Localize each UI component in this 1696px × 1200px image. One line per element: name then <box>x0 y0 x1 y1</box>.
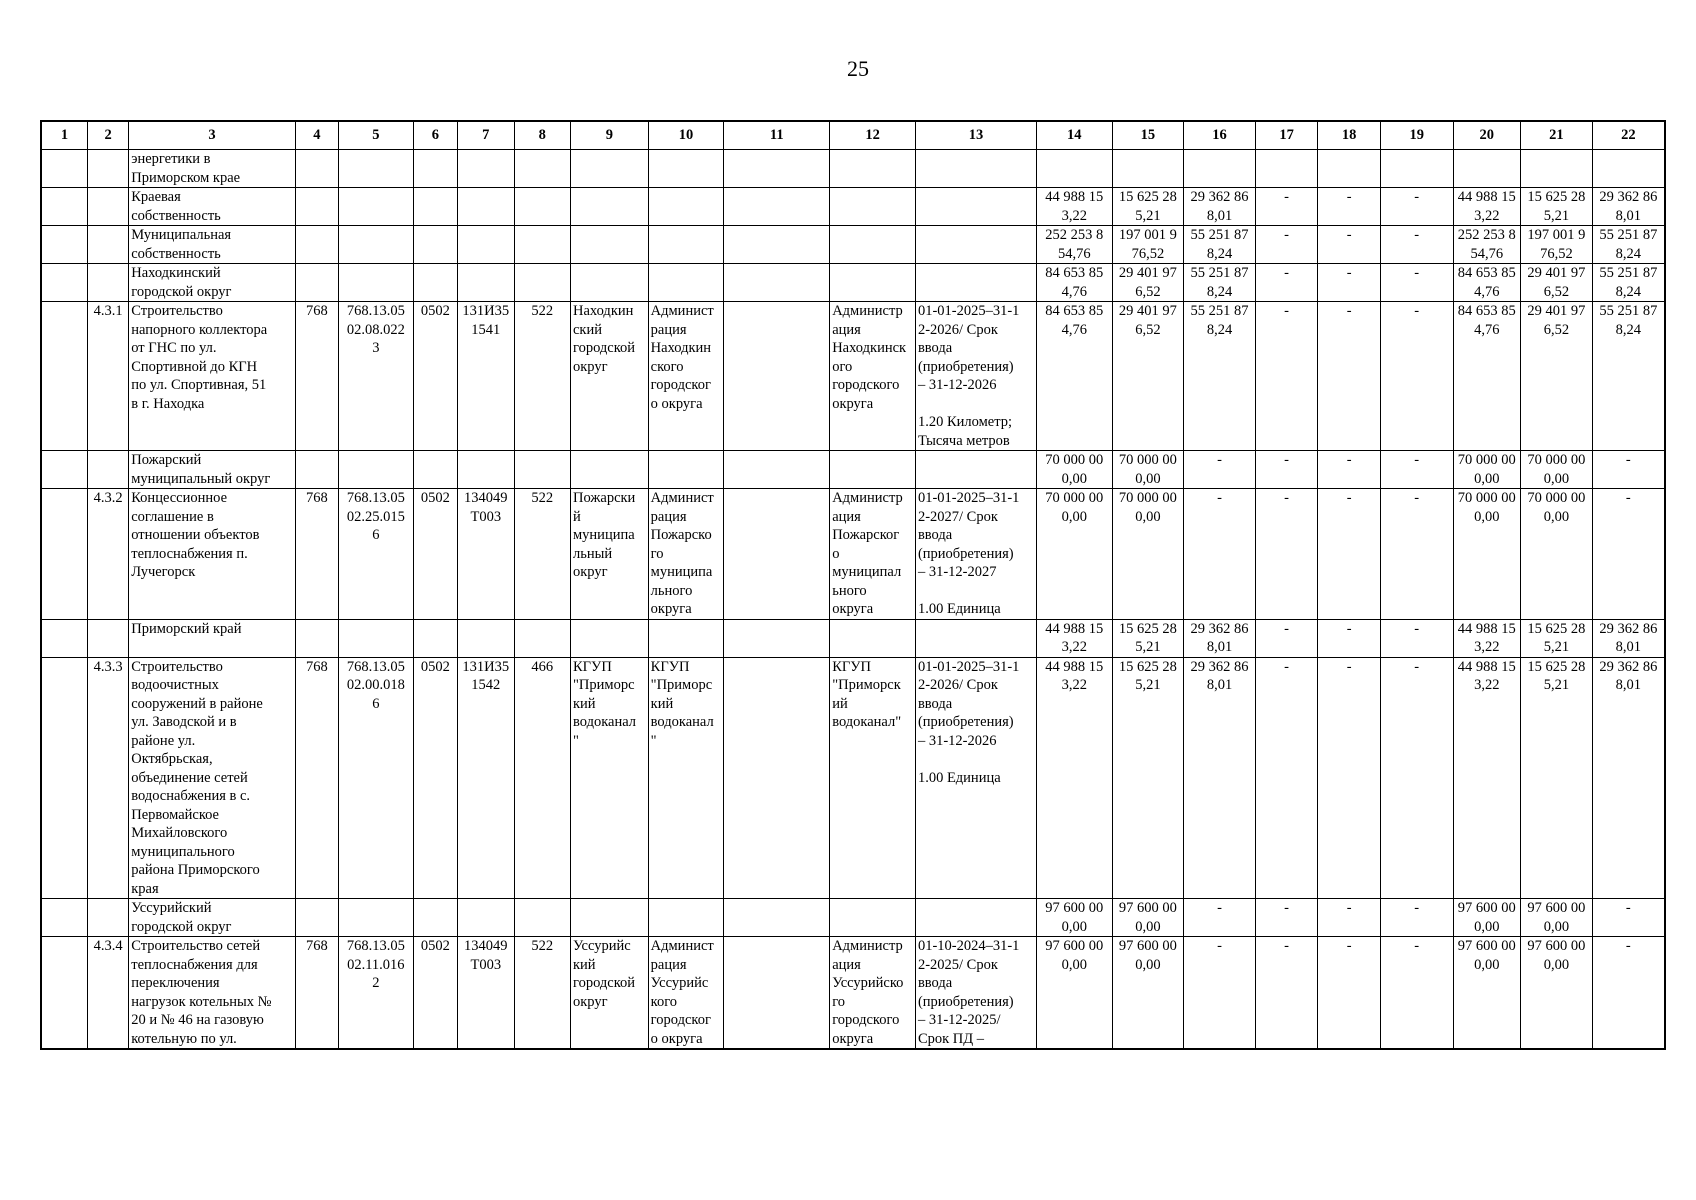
table-cell-col-10 <box>648 264 724 302</box>
table-cell-col-21 <box>1521 150 1593 188</box>
table-cell-col-9 <box>571 226 649 264</box>
table-row <box>41 899 1665 937</box>
table-cell-col-17: - <box>1255 937 1318 1050</box>
table-cell-col-10: КГУП "Приморс кий водоканал " <box>648 657 724 899</box>
table-cell-col-13 <box>915 188 1036 226</box>
table-cell-col-13 <box>915 619 1036 657</box>
table-row <box>41 226 1665 264</box>
table-cell-col-4: 768 <box>295 657 338 899</box>
table-cell-col-17: - <box>1255 264 1318 302</box>
table-cell-col-4 <box>295 226 338 264</box>
table-row <box>41 937 1665 1050</box>
table-cell-col-5 <box>339 899 414 937</box>
table-cell-col-21: 15 625 28 5,21 <box>1521 619 1593 657</box>
table-cell-col-2 <box>87 150 128 188</box>
table-cell-col-14: 84 653 85 4,76 <box>1036 264 1112 302</box>
table-cell-col-21: 15 625 28 5,21 <box>1521 657 1593 899</box>
table-cell-col-14: 252 253 8 54,76 <box>1036 226 1112 264</box>
table-cell-col-8 <box>514 226 570 264</box>
table-cell-col-4: 768 <box>295 937 338 1050</box>
table-cell-col-14: 97 600 00 0,00 <box>1036 937 1112 1050</box>
table-cell-col-15: 70 000 00 0,00 <box>1112 451 1184 489</box>
table-cell-col-5: 768.13.05 02.25.015 6 <box>339 489 414 620</box>
table-cell-col-21: 70 000 00 0,00 <box>1521 451 1593 489</box>
table-cell-col-7 <box>458 188 514 226</box>
table-cell-col-15: 15 625 28 5,21 <box>1112 188 1184 226</box>
table-cell-col-18: - <box>1318 188 1381 226</box>
table-cell-col-14: 70 000 00 0,00 <box>1036 489 1112 620</box>
table-cell-col-16: 29 362 86 8,01 <box>1184 657 1256 899</box>
table-cell-col-3: энергетики в Приморском крае <box>129 150 295 188</box>
table-cell-col-1 <box>41 451 87 489</box>
table-cell-col-13: 01-01-2025–31-1 2-2027/ Срок ввода (приобретения) – 31-12-2027 1.00 Единица <box>915 489 1036 620</box>
table-cell-col-18: - <box>1318 937 1381 1050</box>
column-header-16: 16 <box>1184 121 1256 150</box>
table-cell-col-17: - <box>1255 657 1318 899</box>
table-cell-col-7: 131И35 1542 <box>458 657 514 899</box>
table-cell-col-12: Администр ация Находкинск ого городского округа <box>830 302 916 451</box>
table-cell-col-16: - <box>1184 489 1256 620</box>
table-cell-col-3: Краевая собственность <box>129 188 295 226</box>
table-cell-col-20: 84 653 85 4,76 <box>1453 302 1521 451</box>
table-cell-col-7: 134049 Т003 <box>458 489 514 620</box>
table-cell-col-19: - <box>1380 937 1453 1050</box>
table-cell-col-16: 55 251 87 8,24 <box>1184 226 1256 264</box>
column-header-13: 13 <box>915 121 1036 150</box>
table-cell-col-12 <box>830 226 916 264</box>
table-cell-col-7 <box>458 899 514 937</box>
table-cell-col-20: 84 653 85 4,76 <box>1453 264 1521 302</box>
table-cell-col-1 <box>41 264 87 302</box>
table-cell-col-20: 97 600 00 0,00 <box>1453 899 1521 937</box>
column-header-6: 6 <box>413 121 457 150</box>
table-cell-col-16 <box>1184 150 1256 188</box>
table-cell-col-17: - <box>1255 302 1318 451</box>
table-cell-col-5 <box>339 188 414 226</box>
table-cell-col-16: 55 251 87 8,24 <box>1184 264 1256 302</box>
table-cell-col-21: 97 600 00 0,00 <box>1521 899 1593 937</box>
table-cell-col-1 <box>41 302 87 451</box>
table-cell-col-19: - <box>1380 489 1453 620</box>
table-cell-col-17: - <box>1255 451 1318 489</box>
budget-table <box>40 120 1666 1050</box>
table-cell-col-7 <box>458 451 514 489</box>
table-cell-col-21: 29 401 97 6,52 <box>1521 264 1593 302</box>
table-cell-col-19: - <box>1380 226 1453 264</box>
table-cell-col-13 <box>915 899 1036 937</box>
table-cell-col-21: 29 401 97 6,52 <box>1521 302 1593 451</box>
table-cell-col-13 <box>915 150 1036 188</box>
table-cell-col-4 <box>295 451 338 489</box>
table-cell-col-15: 97 600 00 0,00 <box>1112 937 1184 1050</box>
table-cell-col-6 <box>413 619 457 657</box>
column-header-19: 19 <box>1380 121 1453 150</box>
table-cell-col-6: 0502 <box>413 489 457 620</box>
table-row <box>41 489 1665 620</box>
table-cell-col-12 <box>830 619 916 657</box>
table-cell-col-7 <box>458 150 514 188</box>
table-cell-col-22: 29 362 86 8,01 <box>1592 657 1665 899</box>
table-cell-col-8 <box>514 150 570 188</box>
table-cell-col-21: 15 625 28 5,21 <box>1521 188 1593 226</box>
table-cell-col-14: 97 600 00 0,00 <box>1036 899 1112 937</box>
table-cell-col-15: 15 625 28 5,21 <box>1112 657 1184 899</box>
table-cell-col-18 <box>1318 150 1381 188</box>
table-cell-col-8 <box>514 619 570 657</box>
table-cell-col-10: Админист рация Находкин ского городског о округа <box>648 302 724 451</box>
table-cell-col-3: Находкинский городской округ <box>129 264 295 302</box>
table-cell-col-11 <box>724 657 830 899</box>
table-cell-col-16: - <box>1184 937 1256 1050</box>
table-cell-col-22: - <box>1592 489 1665 620</box>
table-cell-col-10 <box>648 188 724 226</box>
column-header-9: 9 <box>571 121 649 150</box>
table-cell-col-18: - <box>1318 657 1381 899</box>
table-cell-col-18: - <box>1318 226 1381 264</box>
table-cell-col-10 <box>648 619 724 657</box>
table-cell-col-12: Администр ация Уссурийско го городского округа <box>830 937 916 1050</box>
table-cell-col-16: - <box>1184 451 1256 489</box>
table-row <box>41 188 1665 226</box>
table-cell-col-15: 97 600 00 0,00 <box>1112 899 1184 937</box>
table-cell-col-19: - <box>1380 619 1453 657</box>
table-cell-col-2: 4.3.2 <box>87 489 128 620</box>
table-cell-col-10 <box>648 451 724 489</box>
table-cell-col-7: 131И35 1541 <box>458 302 514 451</box>
column-header-1: 1 <box>41 121 87 150</box>
table-cell-col-11 <box>724 226 830 264</box>
table-cell-col-5 <box>339 226 414 264</box>
table-cell-col-3: Строительство сетей теплоснабжения для переключения нагрузок котельных № 20 и № 46 на газовую котельную по ул. <box>129 937 295 1050</box>
table-cell-col-6 <box>413 264 457 302</box>
table-cell-col-10 <box>648 899 724 937</box>
table-cell-col-8: 522 <box>514 489 570 620</box>
table-cell-col-1 <box>41 899 87 937</box>
table-cell-col-20: 70 000 00 0,00 <box>1453 451 1521 489</box>
table-cell-col-5 <box>339 451 414 489</box>
table-cell-col-22: - <box>1592 451 1665 489</box>
table-cell-col-6 <box>413 188 457 226</box>
table-row <box>41 657 1665 899</box>
table-cell-col-18: - <box>1318 264 1381 302</box>
table-cell-col-7 <box>458 226 514 264</box>
table-cell-col-20: 44 988 15 3,22 <box>1453 657 1521 899</box>
table-cell-col-20: 252 253 8 54,76 <box>1453 226 1521 264</box>
table-cell-col-19: - <box>1380 899 1453 937</box>
column-header-7: 7 <box>458 121 514 150</box>
table-cell-col-13 <box>915 451 1036 489</box>
table-cell-col-10: Админист рация Уссурийс кого городског о округа <box>648 937 724 1050</box>
table-cell-col-4: 768 <box>295 489 338 620</box>
table-cell-col-20: 44 988 15 3,22 <box>1453 188 1521 226</box>
table-cell-col-16: 55 251 87 8,24 <box>1184 302 1256 451</box>
table-cell-col-11 <box>724 489 830 620</box>
table-cell-col-11 <box>724 188 830 226</box>
table-cell-col-11 <box>724 150 830 188</box>
table-cell-col-5: 768.13.05 02.00.018 6 <box>339 657 414 899</box>
table-cell-col-22: 55 251 87 8,24 <box>1592 264 1665 302</box>
table-cell-col-6 <box>413 451 457 489</box>
table-cell-col-15: 29 401 97 6,52 <box>1112 264 1184 302</box>
table-cell-col-1 <box>41 489 87 620</box>
table-cell-col-9: Находкин ский городской округ <box>571 302 649 451</box>
table-cell-col-8 <box>514 899 570 937</box>
table-cell-col-22: 55 251 87 8,24 <box>1592 302 1665 451</box>
table-cell-col-11 <box>724 264 830 302</box>
table-cell-col-13: 01-01-2025–31-1 2-2026/ Срок ввода (приобретения) – 31-12-2026 1.20 Километр; Тысяча метров <box>915 302 1036 451</box>
table-cell-col-9 <box>571 264 649 302</box>
table-body <box>41 150 1665 1050</box>
table-cell-col-9: Уссурийс кий городской округ <box>571 937 649 1050</box>
table-cell-col-3: Уссурийский городской округ <box>129 899 295 937</box>
table-cell-col-6 <box>413 899 457 937</box>
column-header-5: 5 <box>339 121 414 150</box>
table-cell-col-17: - <box>1255 188 1318 226</box>
table-cell-col-9 <box>571 899 649 937</box>
table-cell-col-21: 197 001 9 76,52 <box>1521 226 1593 264</box>
table-cell-col-6: 0502 <box>413 937 457 1050</box>
table-cell-col-7: 134049 Т003 <box>458 937 514 1050</box>
table-cell-col-12 <box>830 899 916 937</box>
table-cell-col-5 <box>339 264 414 302</box>
table-cell-col-1 <box>41 937 87 1050</box>
table-cell-col-2 <box>87 264 128 302</box>
table-cell-col-10 <box>648 150 724 188</box>
table-cell-col-16: - <box>1184 899 1256 937</box>
table-cell-col-14: 44 988 15 3,22 <box>1036 188 1112 226</box>
table-cell-col-11 <box>724 899 830 937</box>
table-cell-col-3: Приморский край <box>129 619 295 657</box>
table-cell-col-17: - <box>1255 619 1318 657</box>
table-cell-col-20: 44 988 15 3,22 <box>1453 619 1521 657</box>
table-cell-col-14: 84 653 85 4,76 <box>1036 302 1112 451</box>
table-cell-col-15 <box>1112 150 1184 188</box>
table-row <box>41 150 1665 188</box>
column-header-21: 21 <box>1521 121 1593 150</box>
table-cell-col-14 <box>1036 150 1112 188</box>
table-cell-col-17: - <box>1255 489 1318 620</box>
table-cell-col-9 <box>571 619 649 657</box>
table-cell-col-11 <box>724 451 830 489</box>
table-cell-col-15: 197 001 9 76,52 <box>1112 226 1184 264</box>
table-cell-col-22: - <box>1592 937 1665 1050</box>
table-cell-col-11 <box>724 937 830 1050</box>
table-cell-col-9: Пожарски й муниципа льный округ <box>571 489 649 620</box>
table-cell-col-8: 522 <box>514 302 570 451</box>
table-cell-col-2 <box>87 188 128 226</box>
table-cell-col-9 <box>571 150 649 188</box>
column-header-22: 22 <box>1592 121 1665 150</box>
column-header-14: 14 <box>1036 121 1112 150</box>
table-cell-col-3: Строительство водоочистных сооружений в районе ул. Заводской и в районе ул. Октябрьская, объединение сетей водоснабжения в с. Первомайское Михайловского муниципального района Приморского края <box>129 657 295 899</box>
table-cell-col-1 <box>41 226 87 264</box>
table-cell-col-21: 97 600 00 0,00 <box>1521 937 1593 1050</box>
table-cell-col-7 <box>458 264 514 302</box>
column-header-20: 20 <box>1453 121 1521 150</box>
table-cell-col-12: Администр ация Пожарског о муниципал ьного округа <box>830 489 916 620</box>
table-row <box>41 302 1665 451</box>
table-cell-col-6 <box>413 150 457 188</box>
table-cell-col-4 <box>295 150 338 188</box>
table-cell-col-9 <box>571 188 649 226</box>
table-cell-col-16: 29 362 86 8,01 <box>1184 619 1256 657</box>
table-cell-col-17: - <box>1255 899 1318 937</box>
column-header-2: 2 <box>87 121 128 150</box>
table-cell-col-2 <box>87 451 128 489</box>
table-cell-col-22: 55 251 87 8,24 <box>1592 226 1665 264</box>
table-cell-col-22: 29 362 86 8,01 <box>1592 188 1665 226</box>
column-header-3: 3 <box>129 121 295 150</box>
table-cell-col-7 <box>458 619 514 657</box>
table-cell-col-2 <box>87 619 128 657</box>
table-cell-col-1 <box>41 657 87 899</box>
table-cell-col-6: 0502 <box>413 657 457 899</box>
table-cell-col-1 <box>41 188 87 226</box>
table-cell-col-10 <box>648 226 724 264</box>
table-cell-col-2: 4.3.1 <box>87 302 128 451</box>
table-cell-col-8: 466 <box>514 657 570 899</box>
table-cell-col-12 <box>830 188 916 226</box>
table-cell-col-22: - <box>1592 899 1665 937</box>
table-cell-col-2 <box>87 226 128 264</box>
table-cell-col-20 <box>1453 150 1521 188</box>
table-cell-col-14: 70 000 00 0,00 <box>1036 451 1112 489</box>
table-cell-col-18: - <box>1318 619 1381 657</box>
table-cell-col-5: 768.13.05 02.08.022 3 <box>339 302 414 451</box>
table-header <box>41 121 1665 150</box>
table-cell-col-5 <box>339 150 414 188</box>
table-cell-col-1 <box>41 619 87 657</box>
table-cell-col-14: 44 988 15 3,22 <box>1036 619 1112 657</box>
table-cell-col-18: - <box>1318 899 1381 937</box>
table-cell-col-4 <box>295 188 338 226</box>
table-cell-col-6 <box>413 226 457 264</box>
table-cell-col-5 <box>339 619 414 657</box>
table-cell-col-4 <box>295 619 338 657</box>
table-cell-col-16: 29 362 86 8,01 <box>1184 188 1256 226</box>
table-cell-col-18: - <box>1318 302 1381 451</box>
column-header-18: 18 <box>1318 121 1381 150</box>
column-header-4: 4 <box>295 121 338 150</box>
table-cell-col-19: - <box>1380 657 1453 899</box>
table-cell-col-8 <box>514 188 570 226</box>
column-header-15: 15 <box>1112 121 1184 150</box>
table-cell-col-2 <box>87 899 128 937</box>
table-cell-col-19: - <box>1380 302 1453 451</box>
column-header-17: 17 <box>1255 121 1318 150</box>
table-cell-col-11 <box>724 302 830 451</box>
table-cell-col-3: Концессионное соглашение в отношении объектов теплоснабжения п. Лучегорск <box>129 489 295 620</box>
table-cell-col-20: 70 000 00 0,00 <box>1453 489 1521 620</box>
table-cell-col-9: КГУП "Приморс кий водоканал " <box>571 657 649 899</box>
table-cell-col-13: 01-10-2024–31-1 2-2025/ Срок ввода (приобретения) – 31-12-2025/ Срок ПД – <box>915 937 1036 1050</box>
table-cell-col-2: 4.3.4 <box>87 937 128 1050</box>
table-cell-col-12: КГУП "Приморск ий водоканал" <box>830 657 916 899</box>
column-header-11: 11 <box>724 121 830 150</box>
column-header-10: 10 <box>648 121 724 150</box>
table-row <box>41 264 1665 302</box>
table-cell-col-15: 70 000 00 0,00 <box>1112 489 1184 620</box>
table-cell-col-19: - <box>1380 451 1453 489</box>
table-cell-col-13 <box>915 264 1036 302</box>
table-cell-col-22 <box>1592 150 1665 188</box>
column-header-12: 12 <box>830 121 916 150</box>
table-cell-col-4 <box>295 899 338 937</box>
table-cell-col-3: Строительство напорного коллектора от ГНС по ул. Спортивной до КГН по ул. Спортивная, 51 в г. Находка <box>129 302 295 451</box>
table-cell-col-2: 4.3.3 <box>87 657 128 899</box>
table-cell-col-5: 768.13.05 02.11.016 2 <box>339 937 414 1050</box>
table-cell-col-12 <box>830 264 916 302</box>
table-cell-col-9 <box>571 451 649 489</box>
table-cell-col-19 <box>1380 150 1453 188</box>
table-cell-col-22: 29 362 86 8,01 <box>1592 619 1665 657</box>
table-cell-col-8: 522 <box>514 937 570 1050</box>
table-cell-col-19: - <box>1380 264 1453 302</box>
table-cell-col-14: 44 988 15 3,22 <box>1036 657 1112 899</box>
table-cell-col-8 <box>514 264 570 302</box>
table-cell-col-10: Админист рация Пожарско го муниципа льного округа <box>648 489 724 620</box>
table-cell-col-13: 01-01-2025–31-1 2-2026/ Срок ввода (приобретения) – 31-12-2026 1.00 Единица <box>915 657 1036 899</box>
table-cell-col-8 <box>514 451 570 489</box>
table-cell-col-11 <box>724 619 830 657</box>
column-header-8: 8 <box>514 121 570 150</box>
table-cell-col-6: 0502 <box>413 302 457 451</box>
table-cell-col-3: Пожарский муниципальный округ <box>129 451 295 489</box>
table-row <box>41 451 1665 489</box>
table-cell-col-18: - <box>1318 451 1381 489</box>
table-cell-col-17: - <box>1255 226 1318 264</box>
table-cell-col-15: 29 401 97 6,52 <box>1112 302 1184 451</box>
table-cell-col-1 <box>41 150 87 188</box>
table-row <box>41 619 1665 657</box>
page-number: 25 <box>847 56 869 81</box>
table-cell-col-15: 15 625 28 5,21 <box>1112 619 1184 657</box>
table-cell-col-4 <box>295 264 338 302</box>
table-cell-col-21: 70 000 00 0,00 <box>1521 489 1593 620</box>
table-cell-col-12 <box>830 150 916 188</box>
table-cell-col-12 <box>830 451 916 489</box>
table-cell-col-17 <box>1255 150 1318 188</box>
table-cell-col-13 <box>915 226 1036 264</box>
table-cell-col-4: 768 <box>295 302 338 451</box>
table-cell-col-18: - <box>1318 489 1381 620</box>
table-cell-col-3: Муниципальная собственность <box>129 226 295 264</box>
table-cell-col-20: 97 600 00 0,00 <box>1453 937 1521 1050</box>
table-cell-col-19: - <box>1380 188 1453 226</box>
